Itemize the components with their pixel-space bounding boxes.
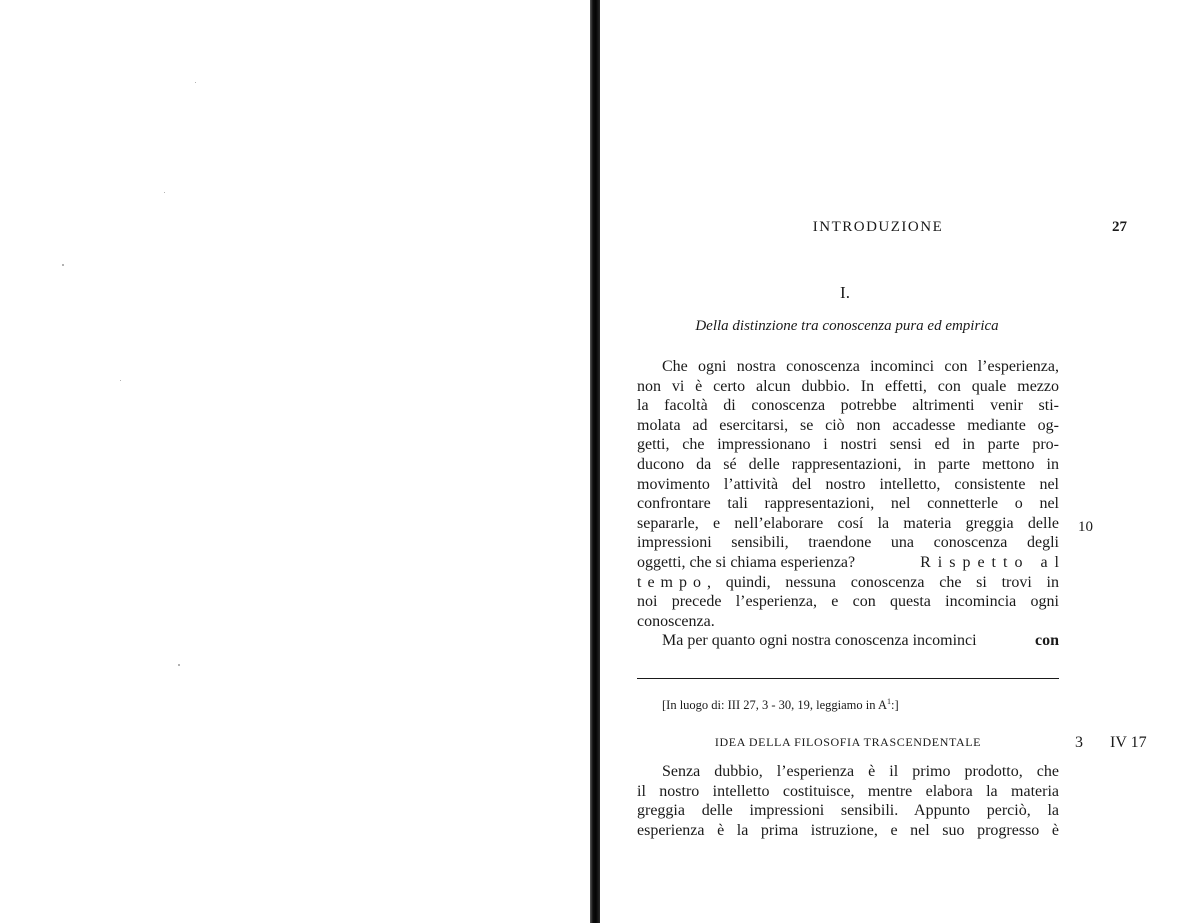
text-line — [637, 631, 1059, 651]
spaced-text: Rispetto al — [920, 553, 1066, 571]
paper-speck — [62, 264, 64, 266]
text-line: la facoltà di conoscenza potrebbe altrimenti venir sti- — [637, 397, 1059, 415]
footnote-reference — [662, 697, 899, 713]
margin-line-number: 10 — [1078, 519, 1093, 535]
text-line: noi precede l’esperienza, e con questa incomincia ogni — [637, 593, 1059, 611]
text-line — [637, 573, 1059, 593]
section-number: I. — [840, 283, 850, 302]
text-line: Senza dubbio, l’esperienza è il primo prodotto, che — [662, 763, 1059, 780]
spaced-text: tempo — [637, 573, 707, 591]
footnote-rule — [637, 678, 1059, 679]
main-text — [637, 357, 1066, 651]
text-line: il nostro intelletto costituisce, mentre elabora la materia — [637, 782, 1059, 800]
paper-speck — [178, 664, 180, 666]
text-line: conoscenza. — [637, 612, 715, 630]
page-number: 27 — [1112, 219, 1127, 235]
text-line: greggia delle impressioni sensibili. Appunto perciò, la — [637, 802, 1059, 820]
text-line: molata ad esercitarsi, se ciò non accadesse mediante og- — [637, 416, 1059, 434]
text-line: separarle, e nell’elaborare cosí la materia greggia delle — [637, 514, 1059, 532]
text-line: non vi è certo alcun dubbio. In effetti, con quale mezzo — [637, 377, 1059, 395]
text-segment: oggetti, che si chiama esperienza? — [637, 553, 856, 571]
text-line: esperienza è la prima istruzione, e nel suo progresso è — [637, 821, 1059, 839]
left-blank-page — [0, 0, 590, 923]
paper-speck — [195, 82, 196, 83]
bold-text: con — [1035, 632, 1059, 650]
footnote-text-end: :] — [890, 698, 899, 713]
side-page-reference: IV 17 — [1110, 734, 1147, 751]
running-head: INTRODUZIONE — [812, 219, 944, 235]
text-segment: Ma per quanto ogni nostra conoscenza incominci — [662, 632, 977, 650]
text-line: impressioni sensibili, traendone una conoscenza degli — [637, 534, 1059, 552]
paper-speck — [120, 380, 121, 381]
side-line-reference: 3 — [1075, 734, 1083, 751]
section-title: Della distinzione tra conoscenza pura ed empirica — [695, 318, 999, 334]
right-page — [600, 0, 1200, 923]
text-line: confrontare tali rappresentazioni, nel connetterle o nel — [637, 495, 1059, 513]
sub-heading: IDEA DELLA FILOSOFIA TRASCENDENTALE — [714, 735, 982, 749]
text-segment: , quindi, nessuna conoscenza che si trovi in — [707, 573, 1059, 591]
paper-speck — [164, 192, 165, 193]
text-line: movimento l’attività del nostro intelletto, consistente nel — [637, 475, 1059, 493]
text-line: Che ogni nostra conoscenza incominci con l’esperienza, — [662, 358, 1059, 375]
footnote-superscript: 1 — [886, 697, 891, 706]
book-gutter — [590, 0, 600, 923]
footnote-text: [In luogo di: III 27, 3 - 30, 19, leggiamo in A — [662, 698, 887, 713]
text-line: ducono da sé delle rappresentazioni, in parte mettono in — [637, 455, 1059, 473]
text-line — [637, 553, 1066, 573]
text-line: getti, che impressionano i nostri sensi ed in parte pro- — [637, 436, 1059, 454]
footnote-text-body — [637, 762, 1059, 840]
